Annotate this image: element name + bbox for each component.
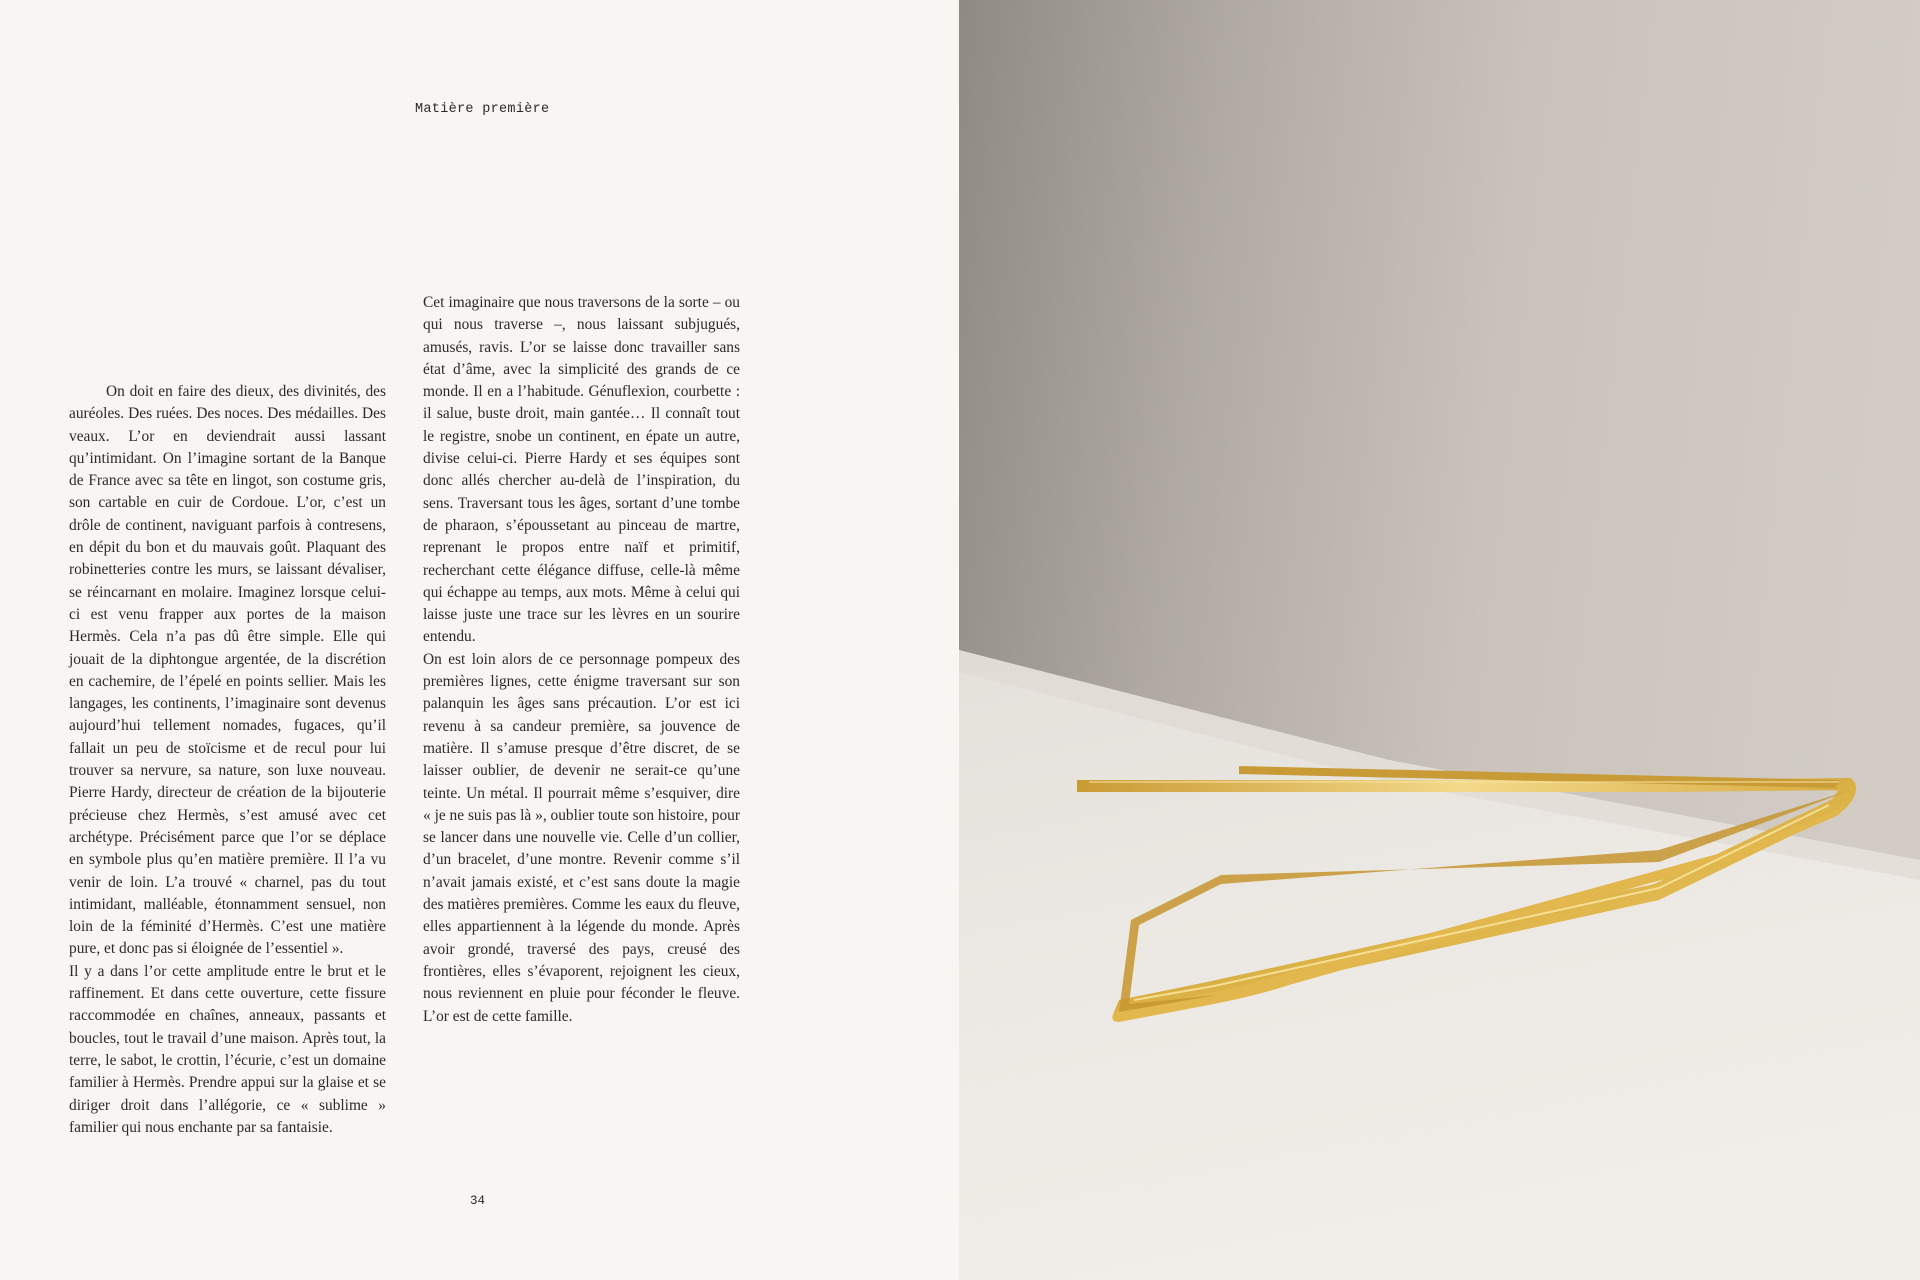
gold-jewelry-photo xyxy=(959,0,1920,1280)
text-column-right xyxy=(423,292,740,1028)
paragraph: On doit en faire des dieux, des divinités, des auréoles. Des ruées. Des noces. Des médailles. Des veaux. L’or en deviendrait aussi lassant qu’intimidant. On l’imagine sortant de la Banque de France avec sa tête en lingot, son costume gris, son cartable en cuir de Cordoue. L’or, c’est un drôle de continent, naviguant parfois à contresens, en dépit du bon et du mauvais goût. Plaquant des robinetteries contre les murs, se laissant dévaliser, se réincarnant en molaire. Imaginez lorsque celui-ci est venu frapper aux portes de la maison Hermès. Cela n’a pas dû être simple. Elle qui jouait de la diphtongue argentée, de la discrétion en cachemire, de l’épelé en points sellier. Mais les langages, les continents, l’imaginaire sont devenus aujourd’hui tellement nomades, fugaces, qu’il fallait un peu de stoïcisme et de recul pour lui trouver sa nervure, sa nature, son luxe nouveau. Pierre Hardy, directeur de création de la bijouterie précieuse chez Hermès, s’est amusé avec cet archétype. Précisément parce que l’or se déplace en symbole plus qu’en matière première. Il l’a vu venir de loin. L’a trouvé « charnel, pas du tout intimidant, malléable, étonnamment sensuel, non loin de la féminité d’Hermès. C’est une matière pure, et donc pas si éloignée de l’essentiel ». xyxy=(69,383,386,958)
text-column-left xyxy=(69,381,386,1139)
left-page xyxy=(0,0,959,1280)
section-title: Matière première xyxy=(415,102,550,117)
paragraph: Il y a dans l’or cette amplitude entre le brut et le raffinement. Et dans cette ouverture, cette fissure raccommodée en chaînes, anneaux, passants et boucles, tout le travail d’une maison. Après tout, la terre, le sabot, le crottin, l’écurie, c’est un domaine familier à Hermès. Prendre appui sur la glaise et se diriger droit dans l’allégorie, ce « sublime » familier qui nous enchante par sa fantaisie. xyxy=(69,962,386,1136)
page-number: 34 xyxy=(470,1194,486,1208)
paragraph: On est loin alors de ce personnage pompeux des premières lignes, cette énigme traversant sur son palanquin les âges sans précaution. L’or est ici revenu à sa candeur première, sa jouvence de matière. Il s’amuse presque d’être discret, de se laisser oublier, de devenir ne serait-ce qu’une teinte. Un métal. Il pourrait même s’esquiver, dire « je ne suis pas là », oublier toute son histoire, pour se lancer dans une nouvelle vie. Celle d’un collier, d’un bracelet, d’une montre. Revenir comme s’il n’avait jamais existé, et c’est sans doute la magie des matières premières. Comme les eaux du fleuve, elles appartiennent à la légende du monde. Après avoir grondé, traversé des pays, creusé des frontières, elles s’évaporent, rejoignent les cieux, nous reviennent en pluie pour féconder le fleuve. L’or est de cette famille. xyxy=(423,650,740,1025)
paragraph: Cet imaginaire que nous traversons de la sorte – ou qui nous traverse –, nous laissant subjugués, amusés, ravis. L’or se laisse donc travailler sans état d’âme, avec la simplicité des grands de ce monde. Il en a l’habitude. Génuflexion, courbette : il salue, buste droit, main gantée… Il connaît tout le registre, snobe un continent, en épate un autre, divise celui-ci. Pierre Hardy et ses équipes sont donc allés chercher au-delà de l’inspiration, du sens. Traversant tous les âges, sortant d’une tombe de pharaon, s’époussetant au pinceau de martre, reprenant le propos entre naïf et primitif, recherchant cette élégance diffuse, celle-là même qui échappe au temps, aux mots. Même à celui qui laisse juste une trace sur les lèvres en un sourire entendu. xyxy=(423,294,740,646)
